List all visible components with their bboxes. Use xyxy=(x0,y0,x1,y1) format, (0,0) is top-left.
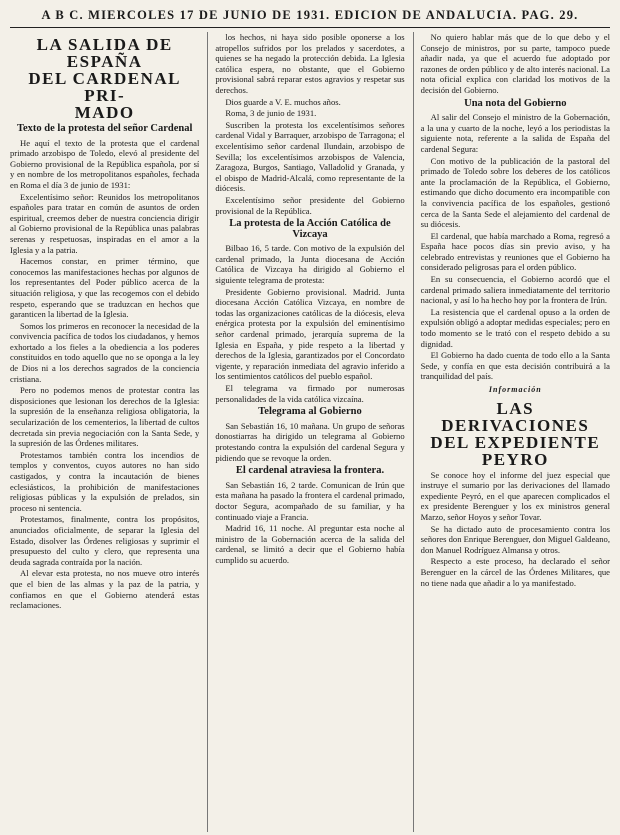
headline-derivaciones xyxy=(421,400,610,468)
headline-line: MADO xyxy=(74,103,135,122)
headline-salida-cardenal xyxy=(10,36,199,121)
paragraph: Pero no podemos menos de protestar contra las disposiciones que lesionan los derechos de la Iglesia: la supresión de la enseñanza religiosa obligatoria, la secularización de los cementerios, la libertad de cultos decretada sin previa negociación con la Santa Sede, y la supresión de las Órdenes militares. xyxy=(10,385,200,449)
headline-line: LA SALIDA DE ESPAÑA xyxy=(36,35,173,71)
paragraph: los hechos, ni haya sido posible oponerse a los atropellos sufridos por los prelados y sacerdotes, a quienes se ha negado la protección debida. La Iglesia católica espera, no obstante, que el Gobierno provisional sabrá reparar estos agravios y respetar sus derechos. xyxy=(215,32,405,95)
paragraph: Excelentísimo señor: Reunidos los metropolitanos españoles para tratar en común de asuntos de orden espiritual, creemos deber de nuestra conciencia dirigir al Gobierno provisional de la República unas palabras serenas y respetuosas, inspiradas en el amor a la Iglesia y a la patria. xyxy=(10,191,200,255)
article-title-telegrama: Telegrama al Gobierno xyxy=(258,406,362,418)
column-3 xyxy=(413,32,610,832)
paragraph: Se conoce hoy el informe del juez especial que instruye el sumario por las derivaciones del llamado expediente Peyró, en el que aparecen complicados el ex presidente Berenguer y los ex ministros general Marzo, señor Hoyos y señor Tovar. xyxy=(420,469,610,522)
paragraph: He aquí el texto de la protesta que el cardenal primado arzobispo de Toledo, elevó al presidente del Gobierno provisional de la República española, por sí y en nombre de los metropolitanos españoles, fechada en Roma el día 3 de junio de 1931: xyxy=(10,137,200,190)
headline-line: PEYRO xyxy=(481,449,549,469)
headline-line: LAS DERIVACIONES xyxy=(441,398,590,435)
paragraph: San Sebastián 16, 10 mañana. Un grupo de señoras donostiarras ha dirigido un telegrama al Gobierno protestando contra la expulsión del cardenal Segura y pidiendo que se revoque la orden. xyxy=(215,420,405,463)
subtitle-frontera: El cardenal atraviesa la frontera. xyxy=(235,465,385,477)
article-title-nota: Una nota del Gobierno xyxy=(464,97,567,109)
paragraph: Protestamos también contra los incendios de templos y conventos, cuyos autores no han sido castigados, y contra la incautación de bienes eclesiásticos, la prohibición de manifestaciones religiosas públicas y la expulsión de prelados, sin proceso ni sentencia. xyxy=(10,449,200,513)
headline-line: DEL CARDENAL PRI- xyxy=(28,69,181,105)
column-1 xyxy=(10,32,199,832)
paragraph: Presidente Gobierno provisional. Madrid. Junta diocesana Acción Católica Vizcaya, en nombre de todas las organizaciones católicas de la diócesis, eleva enérgica protesta por la expulsión del eminentísimo señor cardenal primado, jerarquía suprema de la Iglesia en España, y pide respeto a la libertad y derechos de la Iglesia, garantizados por el Concordato vigente, y reparación inmediata del agravio inferido a los sentimientos católicos del pueblo español. xyxy=(215,286,405,382)
paragraph: Con motivo de la publicación de la pastoral del primado de Toledo sobre los deberes de los católicos ante la proclamación de la República, el Gobierno, estimando que dicho documento era incompatible con la convivencia pacífica de los españoles, gestionó cerca de la Santa Sede el alejamiento del cardenal de su diócesis. xyxy=(420,155,610,230)
paragraph: El telegrama va firmado por numerosas personalidades de la vida católica vizcaína. xyxy=(215,383,405,404)
paragraph: En su consecuencia, el Gobierno acordó que el cardenal primado saliera inmediatamente del territorio nacional, y así lo ha hecho hoy por la frontera de Irún. xyxy=(420,274,610,306)
paragraph: El Gobierno ha dado cuenta de todo ello a la Santa Sede, y confía en que esta decisión contribuirá a la tranquilidad del país. xyxy=(420,350,610,382)
paragraph: El cardenal, que había marchado a Roma, regresó a España hace pocos días sin previo aviso, y ha celebrado entrevistas y reuniones que el Gobierno ha considerado peligrosas para el orden público. xyxy=(420,230,610,273)
paragraph: Al salir del Consejo el ministro de la Gobernación, a la una y cuarto de la noche, leyó a los periodistas la siguiente nota, referente a la salida de España del cardenal Segura: xyxy=(420,112,610,154)
paragraph: Respecto a este proceso, ha declarado el señor Berenguer en la cárcel de las Órdenes Militares, que no tiene nada que añadir a lo ya manifestado. xyxy=(420,556,610,588)
paragraph: Roma, 3 de junio de 1931. xyxy=(225,108,317,119)
paragraph: Excelentísimo señor presidente del Gobierno provisional de la República. xyxy=(215,194,405,216)
columns xyxy=(10,32,610,832)
paragraph: No quiero hablar más que de lo que debo y el Consejo de ministros, por su parte, tampoco puede añadir nada, ya que el acuerdo fue adoptado por razones de orden público y de alto interés nacional. La nota oficial explica con claridad los motivos de la decisión del Gobierno. xyxy=(420,32,610,95)
paragraph: Al elevar esta protesta, no nos mueve otro interés que el bien de las almas y la paz de la patria, y confiamos en que el Gobierno atenderá estas reclamaciones. xyxy=(10,568,200,611)
article-title-vizcaya: La protesta de la Acción Católica de Vizcaya xyxy=(229,218,391,240)
masthead: A B C. MIERCOLES 17 DE JUNIO DE 1931. EDICION DE ANDALUCIA. PAG. 29. xyxy=(41,8,579,22)
kicker-informacion: Información xyxy=(488,385,542,394)
paragraph: Suscriben la protesta los excelentísimos señores cardenal Vidal y Barraquer, arzobispo de Tarragona; el excelentísimo señor cardenal Ilundain, arzobispo de Sevilla; los excelentísimos arzobispos de Valencia, Zaragoza, Burgos, Santiago, Valladolid y Granada, y el obispo de Madrid-Alcalá, como representante de la diócesis. xyxy=(215,119,405,194)
paragraph: Protestamos, finalmente, contra los propósitos, anunciados oficialmente, de separar la Iglesia del Estado, disolver las Órdenes religiosas y suprimir el presupuesto del culto y clero, que representa una deuda sagrada contraída por la nación. xyxy=(10,514,200,567)
paragraph: Se ha dictado auto de procesamiento contra los señores don Enrique Berenguer, don Miguel Galdeano, don Manuel Rodríguez Almansa y otros. xyxy=(420,523,610,555)
paragraph: Dios guarde a V. E. muchos años. xyxy=(225,96,341,107)
subhead-protesta: Texto de la protesta del señor Cardenal xyxy=(16,123,193,134)
paragraph: Bilbao 16, 5 tarde. Con motivo de la expulsión del cardenal primado, la Junta diocesana de Acción Católica de Vizcaya ha dirigido al Gobierno el siguiente telegrama de protesta: xyxy=(215,243,405,286)
headline-line: DEL EXPEDIENTE xyxy=(430,432,601,452)
paragraph: Hacemos constar, en primer término, que conocemos las manifestaciones hechas por algunos de los representantes del Poder público acerca de la situación religiosa, y que las recogemos con el debido respeto, esperando que se traduzcan en hechos que garanticen la libertad de la Iglesia. xyxy=(10,256,200,320)
paragraph: San Sebastián 16, 2 tarde. Comunican de Irún que esta mañana ha pasado la frontera el cardenal primado, doctor Segura, acompañado de su familiar, y ha continuado viaje a Francia. xyxy=(215,479,405,522)
masthead-rule xyxy=(10,27,610,28)
paragraph: Somos los primeros en reconocer la necesidad de la convivencia pacífica de todos los ciudadanos, y hemos exhortado a los fieles a la obediencia a los poderes constituidos en todo aquello que no se oponga a la ley de Dios ni a los derechos sagrados de la conciencia cristiana. xyxy=(10,320,200,384)
column-2 xyxy=(207,32,404,832)
paragraph: Madrid 16, 11 noche. Al preguntar esta noche al ministro de la Gobernación acerca de la salida del cardenal, se limitó a decir que el Gobierno había cumplido su acuerdo. xyxy=(215,523,405,565)
paragraph: La resistencia que el cardenal opuso a la orden de expulsión obligó a adoptar medidas especiales; pero en todo momento se le trató con el respeto debido a su dignidad. xyxy=(420,306,610,349)
